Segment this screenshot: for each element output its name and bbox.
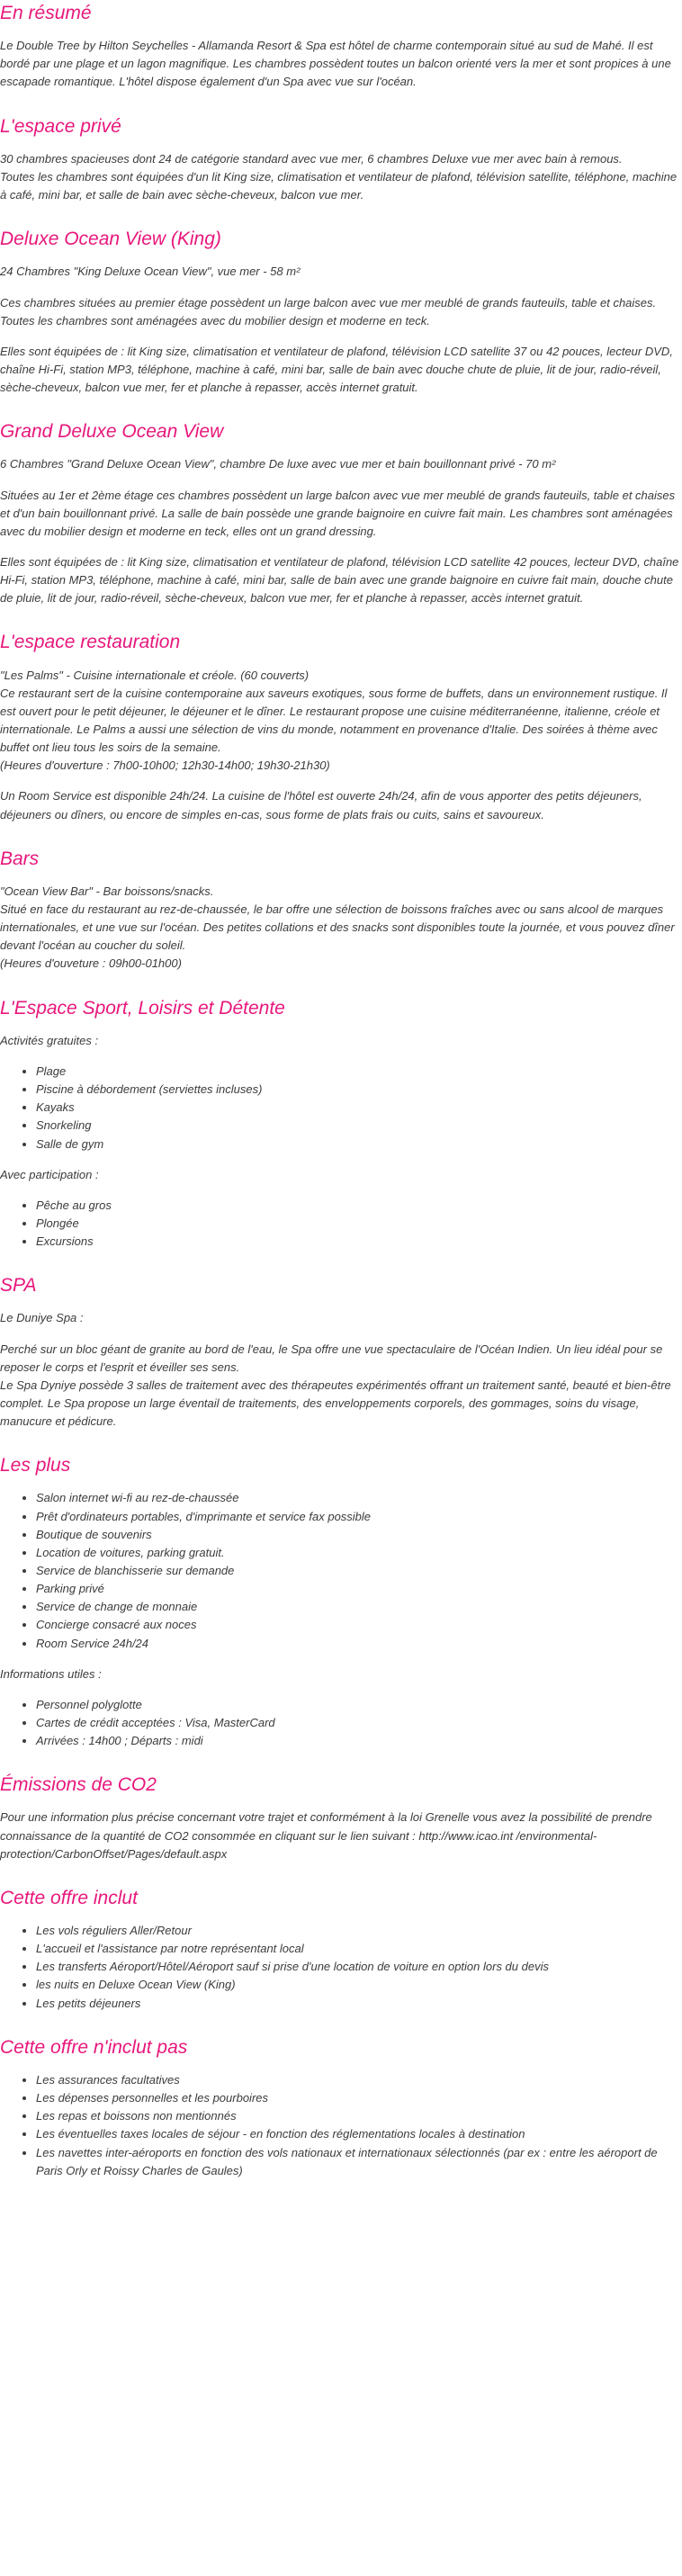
text-line: Ces chambres situées au premier étage possèdent un large balcon avec vue mer meublé de grands fauteuils, table et chaises.	[0, 295, 657, 310]
section-resume	[0, 2, 680, 115]
section-title: Les plus	[0, 1455, 71, 1476]
list-item: • Les navettes inter-aéroports en fonction des vols nationaux et internationaux sélectionnés (par ex : entre les aéroport de Paris Orly et Roissy Charles de Gaules)	[36, 2144, 680, 2180]
list-item: • Service de blanchisserie sur demande	[36, 1562, 680, 1580]
list-item: • Les vols réguliers Aller/Retour	[36, 1922, 680, 1940]
page-content	[0, 2, 682, 2180]
text-line: Toutes les chambres sont équipées d'un lit King size, climatisation et ventilateur de plafond, télévision satellite, téléphone, machine à café, mini bar, et salle de bain avec sèche-cheveux, balcon vue mer.	[0, 169, 678, 202]
paragraph	[0, 294, 680, 330]
included-list	[0, 1922, 680, 2013]
section-title: SPA	[0, 1275, 37, 1297]
section-title: Grand Deluxe Ocean View	[0, 421, 224, 443]
paragraph: Le Double Tree by Hilton Seychelles - Allamanda Resort & Spa est hôtel de charme contemporain situé au sud de Mahé. Il est bordé par une plage et un lagon magnifique. Les chambres possèdent toutes un balcon orienté vers la mer et sont propices à une escapade romantique. L'hôtel dispose également d'un Spa avec vue sur l'océan.	[0, 39, 671, 89]
list-item: • Snorkeling	[36, 1117, 680, 1135]
text-line: "Les Palms" - Cuisine internationale et créole. (60 couverts)	[0, 668, 310, 682]
section-co2	[0, 1773, 680, 1887]
list-item: • Concierge consacré aux noces	[36, 1616, 680, 1634]
list-item: • Piscine à débordement (serviettes incluses)	[36, 1081, 680, 1099]
paragraph	[0, 150, 680, 204]
useful-info-list	[0, 1696, 680, 1750]
paragraph: Situées au 1er et 2ème étage ces chambres possèdent un large balcon avec vue mer meublé de grands fauteuils, table et chaises et d'un bain bouillonnant privé. La salle de bain possède une grande baignoire en cuivre fait main. Les chambres sont aménagées avec du mobilier design et moderne en teck, elles ont un grand dressing.	[0, 488, 676, 538]
list-item: • Kayaks	[36, 1099, 680, 1117]
section-spa	[0, 1274, 680, 1454]
paragraph: Un Room Service est disponible 24h/24. La cuisine de l'hôtel est ouverte 24h/24, afin de vous apporter des petits déjeuners, déjeuners ou dîners, ou encore de simples en-cas, sous forme de plats frais ou cuits, sains et savoureux.	[0, 789, 642, 821]
paragraph	[0, 1341, 680, 1432]
section-title: Deluxe Ocean View (King)	[0, 229, 221, 250]
amenities-list	[0, 1489, 680, 1652]
section-les-plus	[0, 1454, 680, 1773]
section-title: L'espace privé	[0, 115, 121, 137]
list-label: Avec participation :	[0, 1167, 99, 1181]
section-title: Cette offre inclut	[0, 1887, 138, 1908]
list-item: • Excursions	[36, 1233, 680, 1251]
list-item: • Boutique de souvenirs	[36, 1526, 680, 1544]
list-item: • Plage	[36, 1063, 680, 1081]
section-sport	[0, 997, 680, 1275]
section-title: Cette offre n'inclut pas	[0, 2036, 188, 2058]
text-line: Perché sur un bloc géant de granite au bord de l'eau, le Spa offre une vue spectaculaire de l'Océan Indien. Un lieu idéal pour se reposer le corps et l'esprit et éveiller ses sens.	[0, 1342, 663, 1374]
list-item: • Les repas et boissons non mentionnés	[36, 2107, 680, 2125]
room-subtitle: 24 Chambres "King Deluxe Ocean View", vue mer - 58 m²	[0, 265, 301, 279]
not-included-list	[0, 2071, 680, 2180]
section-restauration	[0, 631, 680, 847]
section-offre-ninclut-pas	[0, 2036, 680, 2180]
list-item: • Les transferts Aéroport/Hôtel/Aéroport sauf si prise d'une location de voiture en option lors du devis	[36, 1958, 680, 1976]
section-title: L'espace restauration	[0, 632, 181, 653]
section-title: En résumé	[0, 3, 92, 23]
text-line: (Heures d'ouverture : 7h00-10h00; 12h30-14h00; 19h30-21h30)	[0, 758, 330, 773]
list-label: Activités gratuites :	[0, 1033, 99, 1047]
text-line: 30 chambres spacieuses dont 24 de catégorie standard avec vue mer, 6 chambres Deluxe vue mer avec bain à remous.	[0, 151, 623, 166]
list-label: Informations utiles :	[0, 1666, 102, 1681]
text-line: "Ocean View Bar" - Bar boissons/snacks.	[0, 884, 214, 898]
list-item: • Plongée	[36, 1215, 680, 1233]
list-item: • Parking privé	[36, 1580, 680, 1598]
section-title: Émissions de CO2	[0, 1774, 157, 1796]
section-espace-prive	[0, 115, 680, 229]
section-deluxe	[0, 228, 680, 420]
list-item: • Cartes de crédit acceptées : Visa, MasterCard	[36, 1714, 680, 1732]
list-item: • Service de change de monnaie	[36, 1598, 680, 1616]
paragraph	[0, 667, 680, 776]
list-item: • Les petits déjeuners	[36, 1995, 680, 2013]
paragraph: Elles sont équipées de : lit King size, climatisation et ventilateur de plafond, télévision LCD satellite 37 ou 42 pouces, lecteur DVD, chaîne Hi-Fi, station MP3, téléphone, machine à café, mini bar, salle de bain avec douche chute de pluie, lit de jour, radio-réveil, sèche-cheveux, balcon vue mer, fer et planche à repasser, accès internet gratuit.	[0, 344, 673, 395]
text-line: Situé en face du restaurant au rez-de-chaussée, le bar offre une sélection de boissons fraîches avec ou sans alcool de marques internationales, et une vue sur l'océan. Des petites collations et des snacks sont disponibles toute la journée, et vous pouvez dîner devant l'océan au coucher du soleil.	[0, 902, 675, 953]
list-item: • Arrivées : 14h00 ; Départs : midi	[36, 1732, 680, 1750]
text-line: Ce restaurant sert de la cuisine contemporaine aux saveurs exotiques, sous forme de buffets, dans un environnement rustique. Il est ouvert pour le petit déjeuner, le déjeuner et le dîner. Le restaurant propose une cuisine méditerranéenne, italienne, créole et internationale. Le Palms a aussi une sélection de vins du monde, notamment en provenance d'Italie. Des soirées à thème avec buffet ont lieu tous les soirs de la semaine.	[0, 686, 668, 755]
text-line: (Heures d'ouveture : 09h00-01h00)	[0, 956, 182, 971]
paid-activities-list	[0, 1197, 680, 1251]
list-item: • L'accueil et l'assistance par notre représentant local	[36, 1940, 680, 1958]
list-item: • Personnel polyglotte	[36, 1696, 680, 1714]
list-item: • Salle de gym	[36, 1135, 680, 1153]
paragraph: Elles sont équipées de : lit King size, climatisation et ventilateur de plafond, télévision LCD satellite 42 pouces, lecteur DVD, chaîne Hi-Fi, station MP3, téléphone, machine à café, mini bar, salle de bain avec une grande baignoire en cuivre fait main, douche chute de pluie, lit de jour, radio-réveil, sèche-cheveux, balcon vue mer, fer et planche à repasser, accès internet gratuit.	[0, 555, 679, 606]
section-title: L'Espace Sport, Loisirs et Détente	[0, 997, 285, 1019]
list-item: • Les éventuelles taxes locales de séjour - en fonction des réglementations locales à destination	[36, 2125, 680, 2143]
list-item: • Prêt d'ordinateurs portables, d'imprimante et service fax possible	[36, 1508, 680, 1526]
text-line: Le Spa Dyniye possède 3 salles de traitement avec des thérapeutes expérimentés offrant un traitement santé, beauté et bien-être complet. Le Spa propose un large éventail de traitements, des enveloppements corporels, des gommages, soins du visage, manucure et pédicure.	[0, 1378, 671, 1429]
section-offre-inclut	[0, 1887, 680, 2036]
room-subtitle: 6 Chambres "Grand Deluxe Ocean View", chambre De luxe avec vue mer et bain bouillonnant privé - 70 m²	[0, 457, 556, 471]
list-item: • Les assurances facultatives	[36, 2071, 680, 2089]
list-item: • Salon internet wi-fi au rez-de-chaussée	[36, 1489, 680, 1507]
section-grand-deluxe	[0, 420, 680, 631]
paragraph	[0, 883, 680, 974]
list-item: • Location de voitures, parking gratuit.	[36, 1544, 680, 1562]
list-item: • les nuits en Deluxe Ocean View (King)	[36, 1976, 680, 1994]
spa-name: Le Duniye Spa :	[0, 1311, 84, 1325]
list-item: • Les dépenses personnelles et les pourboires	[36, 2089, 680, 2107]
list-item: • Room Service 24h/24	[36, 1635, 680, 1653]
list-item: • Pêche au gros	[36, 1197, 680, 1215]
text-line: Toutes les chambres sont aménagées avec du mobilier design et moderne en teck.	[0, 313, 430, 328]
section-bars	[0, 848, 680, 997]
section-title: Bars	[0, 848, 40, 869]
paragraph: Pour une information plus précise concernant votre trajet et conformément à la loi Grenelle vous avez la possibilité de prendre connaissance de la quantité de CO2 consommée en cliquant sur le lien suivant : http://www.icao.int /environmental-protection/CarbonOffset/Pages/default.aspx	[0, 1810, 652, 1861]
free-activities-list	[0, 1063, 680, 1153]
